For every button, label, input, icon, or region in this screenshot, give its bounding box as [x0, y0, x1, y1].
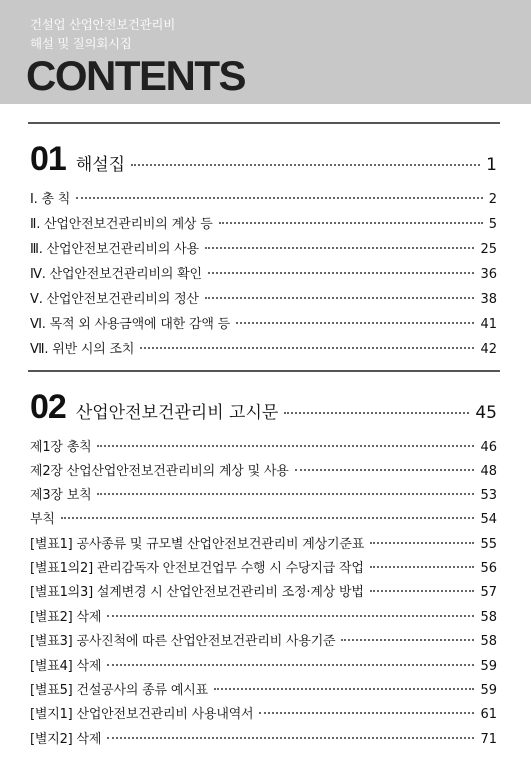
- toc-item[interactable]: [30, 557, 497, 576]
- section-divider: [28, 370, 500, 372]
- toc-item-page: 56: [480, 561, 497, 576]
- dot-leader: [370, 590, 475, 592]
- toc-item[interactable]: [30, 338, 497, 357]
- toc-item-label: 부칙: [30, 512, 55, 527]
- toc-item-label: [별표2] 삭제: [30, 610, 102, 625]
- section-title: 산업안전보건관리비 고시문: [75, 403, 279, 423]
- toc-item-page: 54: [480, 512, 497, 527]
- toc-item[interactable]: [30, 313, 497, 332]
- book-title: 건설업 산업안전보건관리비: [30, 17, 175, 32]
- toc-item[interactable]: [30, 263, 497, 282]
- dot-leader: [205, 247, 475, 249]
- dot-leader: [284, 412, 469, 414]
- toc-item[interactable]: [30, 460, 497, 479]
- toc-item-page: 36: [480, 267, 497, 282]
- toc-item-page: 55: [480, 537, 497, 552]
- toc-item[interactable]: [30, 581, 497, 600]
- toc-item[interactable]: [30, 630, 497, 649]
- dot-leader: [370, 566, 475, 568]
- section-page: 1: [486, 155, 497, 175]
- dot-leader: [107, 737, 474, 739]
- toc-item[interactable]: [30, 728, 497, 747]
- header-banner: [0, 0, 531, 104]
- toc-item-label: [별지2] 삭제: [30, 732, 102, 747]
- toc-item-label: 제2장 산업산업안전보건관리비의 계상 및 사용: [30, 464, 289, 479]
- dot-leader: [131, 164, 480, 166]
- toc-section-02[interactable]: [30, 388, 497, 427]
- toc-item[interactable]: [30, 213, 497, 232]
- dot-leader: [219, 222, 483, 224]
- toc-item-page: 41: [480, 317, 497, 332]
- toc-section-01[interactable]: [30, 140, 497, 179]
- dot-leader: [370, 542, 474, 544]
- toc-item-label: [별표1의2] 관리감독자 안전보건업무 수행 시 수당지급 작업: [30, 561, 364, 576]
- toc-item[interactable]: [30, 533, 497, 552]
- toc-item[interactable]: [30, 238, 497, 257]
- toc-item-label: [별표5] 건설공사의 종류 예시표: [30, 683, 208, 698]
- toc-item-page: 48: [480, 464, 497, 479]
- toc-item[interactable]: [30, 436, 497, 455]
- toc-item-label: Ⅳ. 산업안전보건관리비의 확인: [30, 267, 202, 282]
- dot-leader: [97, 493, 474, 495]
- toc-item-page: 59: [480, 659, 497, 674]
- toc-item-label: Ⅴ. 산업안전보건관리비의 정산: [30, 292, 199, 307]
- toc-item-page: 46: [480, 440, 497, 455]
- toc-item-label: Ⅱ. 산업안전보건관리비의 계상 등: [30, 217, 213, 232]
- dot-leader: [259, 712, 474, 714]
- toc-item-page: 61: [480, 707, 497, 722]
- toc-item-page: 59: [480, 683, 497, 698]
- dot-leader: [107, 615, 474, 617]
- toc-item-label: 제1장 총칙: [30, 440, 92, 455]
- toc-item-label: Ⅵ. 목적 외 사용금액에 대한 감액 등: [30, 317, 230, 332]
- section-page: 45: [475, 403, 497, 423]
- dot-leader: [76, 197, 483, 199]
- toc-item-page: 38: [480, 292, 497, 307]
- toc-item-page: 25: [480, 242, 497, 257]
- dot-leader: [97, 445, 474, 447]
- toc-item-label: 제3장 보칙: [30, 488, 92, 503]
- contents-heading: CONTENTS: [26, 52, 245, 99]
- section-title: 해설집: [75, 155, 126, 175]
- toc-item[interactable]: [30, 606, 497, 625]
- toc-item-page: 58: [480, 634, 497, 649]
- dot-leader: [140, 347, 474, 349]
- dot-leader: [295, 469, 475, 471]
- toc-item-page: 71: [480, 732, 497, 747]
- toc-item[interactable]: [30, 679, 497, 698]
- toc-item[interactable]: [30, 703, 497, 722]
- toc-item-label: [별표1의3] 설계변경 시 산업안전보건관리비 조정·계상 방법: [30, 585, 364, 600]
- dot-leader: [208, 272, 475, 274]
- dot-leader: [61, 517, 475, 519]
- toc-item-label: Ⅲ. 산업안전보건관리비의 사용: [30, 242, 199, 257]
- book-subtitle: 해설 및 질의회시집: [30, 36, 132, 51]
- toc-item-label: [별표3] 공사진척에 따른 산업안전보건관리비 사용기준: [30, 634, 336, 649]
- toc-item-page: 57: [480, 585, 497, 600]
- toc-item[interactable]: [30, 188, 497, 207]
- dot-leader: [236, 322, 474, 324]
- toc-item[interactable]: [30, 508, 497, 527]
- toc-item[interactable]: [30, 484, 497, 503]
- toc-item-label: [별표4] 삭제: [30, 659, 102, 674]
- toc-item-page: 42: [480, 342, 497, 357]
- toc-item[interactable]: [30, 655, 497, 674]
- section-number: 01: [30, 140, 66, 178]
- toc-item-page: 5: [488, 217, 497, 232]
- section-number: 02: [30, 388, 66, 426]
- toc-item[interactable]: [30, 288, 497, 307]
- top-divider: [28, 122, 500, 124]
- dot-leader: [341, 639, 474, 641]
- dot-leader: [205, 297, 475, 299]
- toc-item-label: [별표1] 공사종류 및 규모별 산업안전보건관리비 계상기준표: [30, 537, 365, 552]
- dot-leader: [107, 664, 474, 666]
- toc-item-label: Ⅶ. 위반 시의 조치: [30, 342, 135, 357]
- toc-item-page: 2: [488, 192, 497, 207]
- dot-leader: [214, 688, 475, 690]
- toc-item-page: 58: [480, 610, 497, 625]
- toc-item-page: 53: [480, 488, 497, 503]
- toc-item-label: Ⅰ. 총 칙: [30, 192, 71, 207]
- toc-item-label: [별지1] 산업안전보건관리비 사용내역서: [30, 707, 254, 722]
